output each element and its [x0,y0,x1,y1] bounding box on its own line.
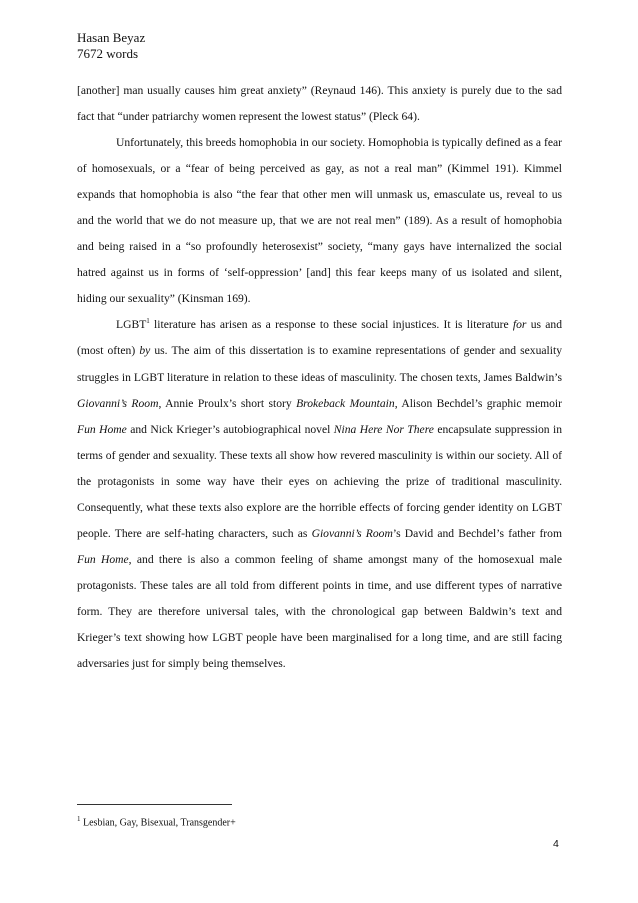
footnote-text: Lesbian, Gay, Bisexual, Transgender+ [80,817,236,829]
title-fun-home: Fun Home [77,422,127,436]
word-count: 7672 words [77,46,139,61]
text-span: , Alison Bechdel’s graphic memoir [394,396,562,410]
author-name: Hasan Beyaz [77,30,146,45]
page-number: 4 [553,838,559,850]
footnote-reference: 1 [146,317,150,326]
title-fun-home: Fun Home [77,552,129,566]
emphasis-by: by [139,344,151,358]
footnote-number: 1 [77,815,81,823]
text-span: LGBT [116,318,147,332]
text-span: and Nick Krieger’s autobiographical novel [126,422,334,436]
text-span: , and there is also a common feeling of shame amongst many of the homosexual male protagonists. These tales are all told from different points in time, and use different types of narrative form. They are therefore universal tales, with the chronological gap between Baldwin’s text and Krieger’s text showing how LGBT people have been marginalised for a long time, and are still facing adversaries just for simply being themselves. [77,552,562,671]
title-giovannis-room: Giovanni’s Room [311,526,393,540]
text-span: , Annie Proulx’s short story [158,396,297,410]
footnote [77,813,236,829]
paragraph-3 [77,312,562,677]
title-nina-here-nor-there: Nina Here Nor There [333,422,434,436]
text-span: us and (most often) [77,318,562,358]
footnote-separator [77,804,232,805]
text-span: ’s David and Bechdel’s father from [392,526,562,540]
paragraph-2: Unfortunately, this breeds homophobia in our society. Homophobia is typically defined as a fear of homosexuals, or a “fear of being perceived as gay, as not a real man” (Kimmel 191). Kimmel expands that homophobia is also “the fear that other men will unmask us, emasculate us, reveal to us and the world that we do not measure up, that we are not real men” (189). As a result of homophobia and being raised in a “so profoundly heterosexist” society, “many gays have internalized the social hatred against us in forms of ‘self-oppression’ [and] this fear keeps many of us isolated and silent, hiding our sexuality” (Kinsman 169). [77,136,562,306]
body-text [77,78,562,677]
title-brokeback-mountain: Brokeback Mountain [296,396,395,410]
text-span: literature has arisen as a response to these social injustices. It is literature [149,318,513,332]
text-span: encapsulate suppression in terms of gender and sexuality. These texts all show how revered masculinity is within our society. All of the protagonists in some way have their eyes on achieving the prize of traditional masculinity. Consequently, what these texts also explore are the horrible effects of forcing gender identity on LGBT people. There are self-hating characters, such as [77,422,563,540]
page-header [77,30,145,62]
emphasis-for: for [512,318,527,332]
text-span: us. The aim of this dissertation is to examine representations of gender and sexuality struggles in LGBT literature in relation to these ideas of masculinity. The chosen texts, James Baldwin’s [77,344,562,384]
title-giovannis-room: Giovanni’s Room [77,396,159,410]
paragraph-1: [another] man usually causes him great anxiety” (Reynaud 146). This anxiety is purely due to the sad fact that “under patriarchy women represent the lowest status” (Pleck 64). [77,84,562,124]
